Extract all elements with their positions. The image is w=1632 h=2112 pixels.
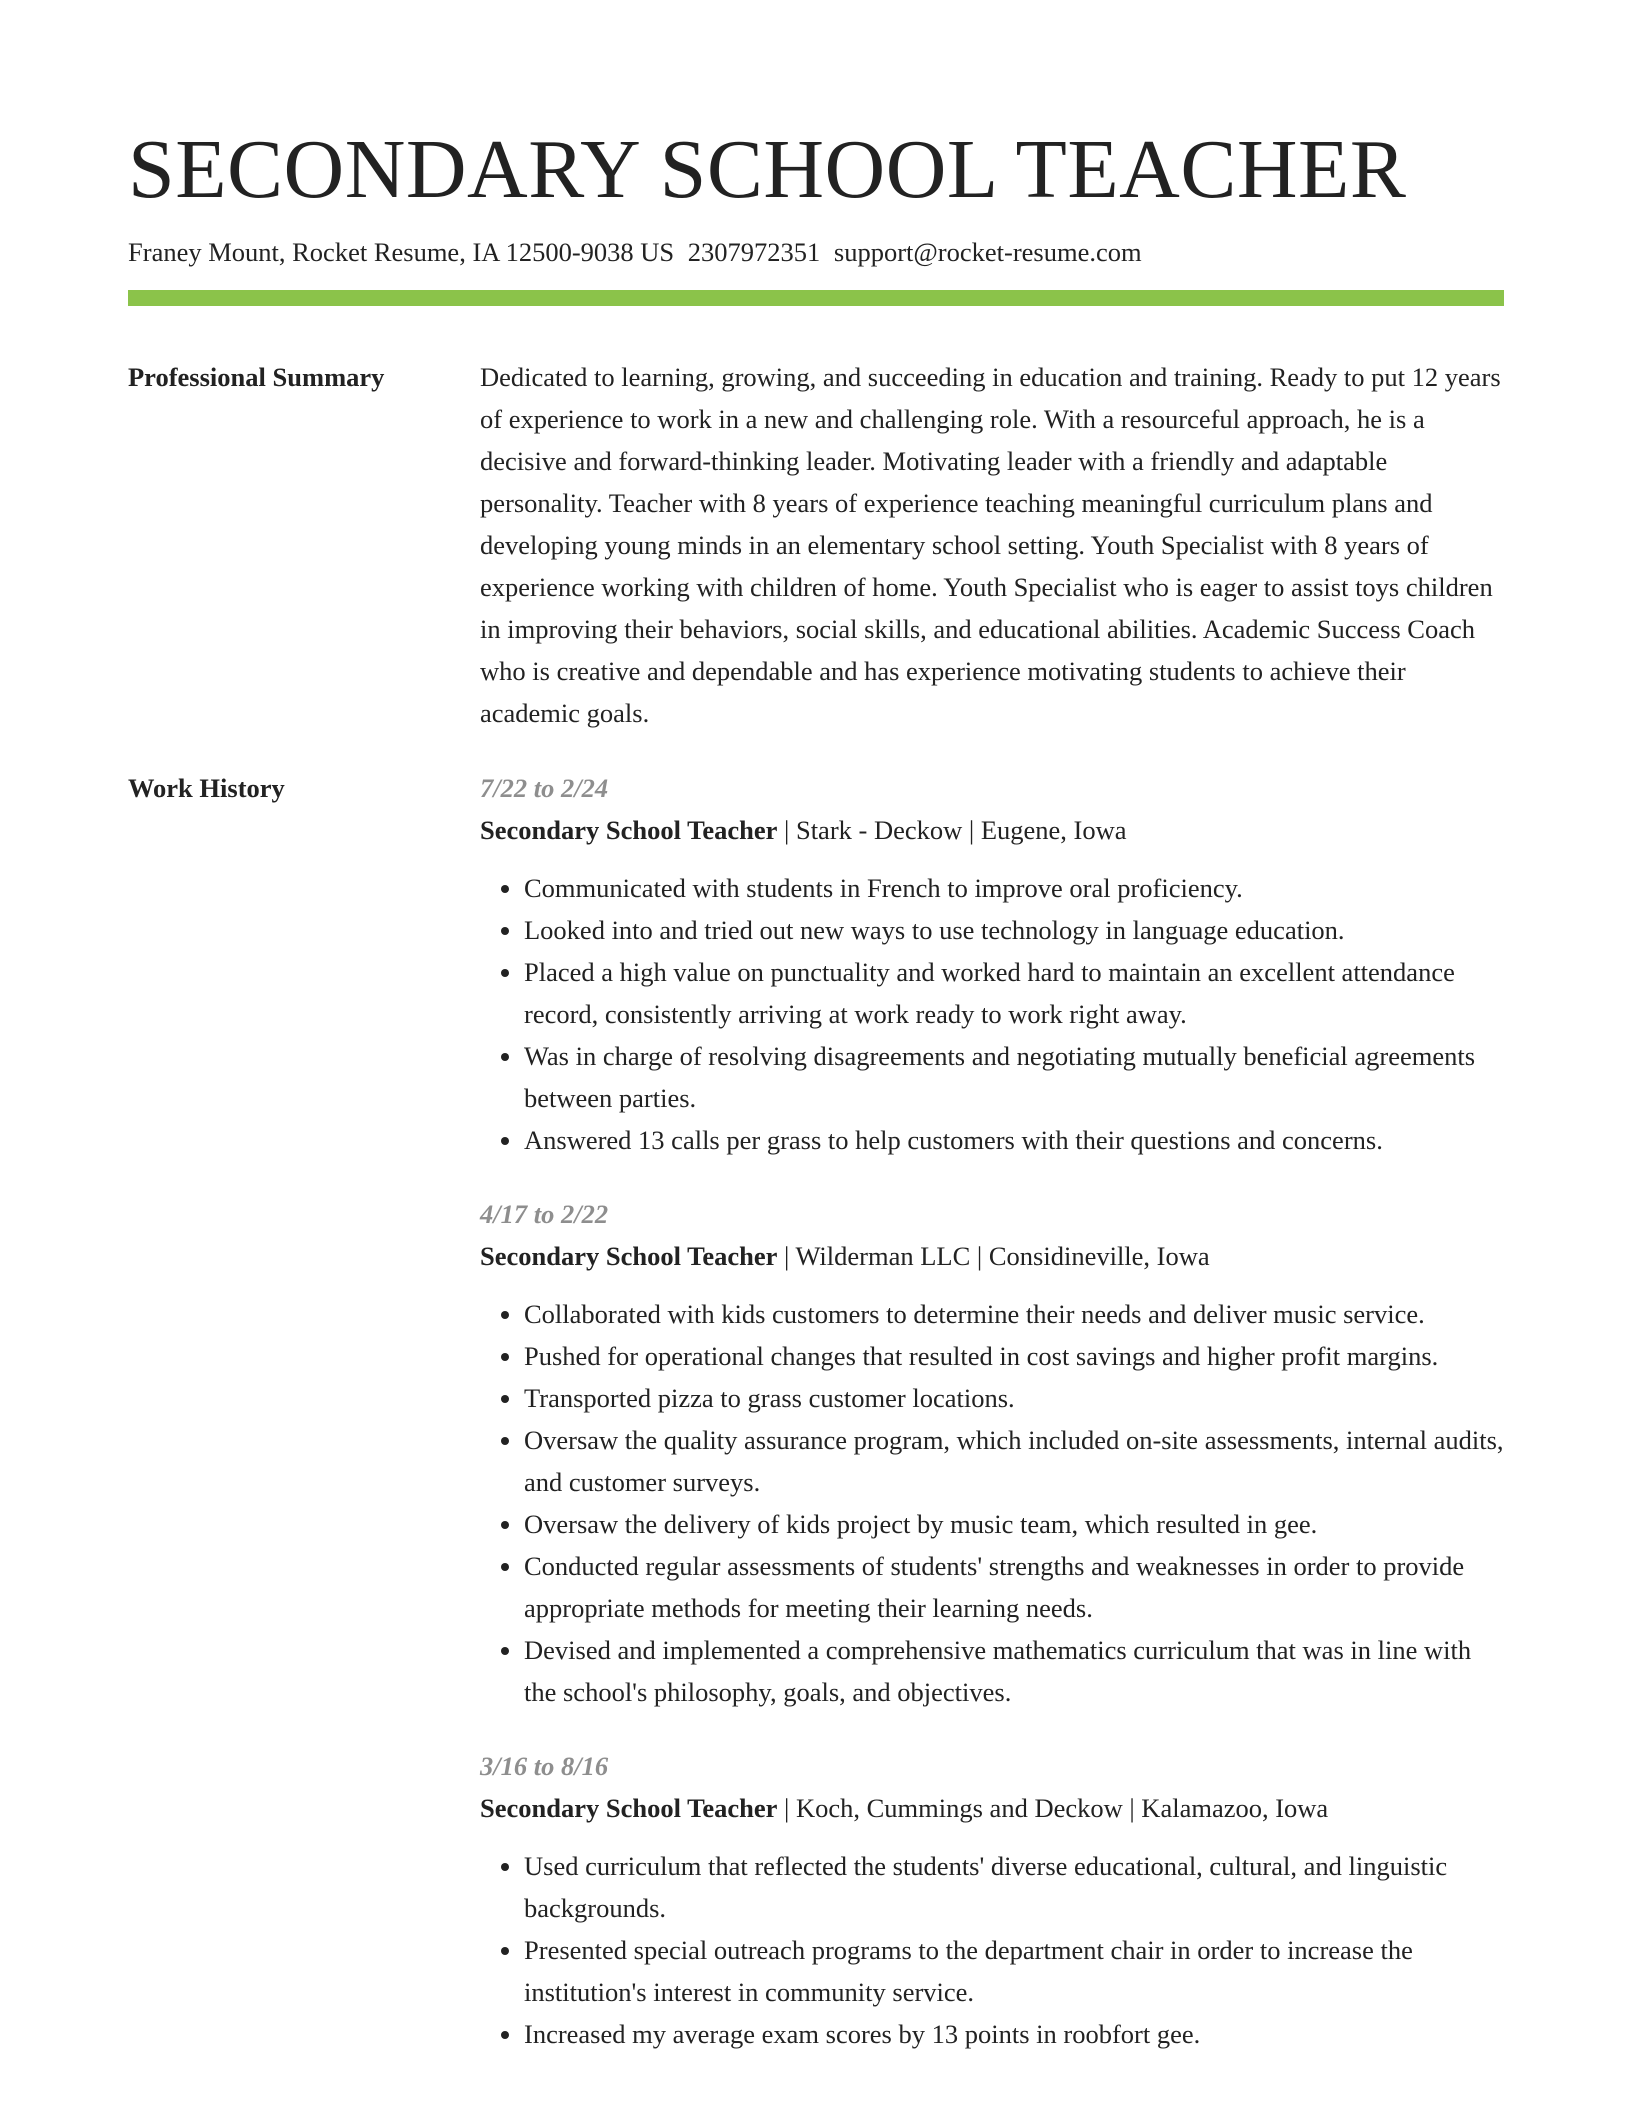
job-dates: 4/17 to 2/22 <box>480 1199 609 1229</box>
job-details: | Koch, Cummings and Deckow | Kalamazoo, Iowa <box>777 1793 1329 1823</box>
job-entry <box>480 1193 1504 1713</box>
job-bullet: • Transported pizza to grass customer locations. <box>524 1377 1504 1419</box>
job-entry <box>480 1745 1504 2055</box>
contact-phone: 2307972351 <box>687 237 821 267</box>
summary-section <box>128 356 1504 734</box>
summary-text: Dedicated to learning, growing, and succeeding in education and training. Ready to put 12 years of experience to work in a new and challenging role. With a resourceful approach, he is a decisive and forward-thinking leader. Motivating leader with a friendly and adaptable personality. Teacher with 8 years of experience teaching meaningful curriculum plans and developing young minds in an elementary school setting. Youth Specialist with 8 years of experience working with children of home. Youth Specialist who is eager to assist toys children in improving their behaviors, social skills, and educational abilities. Academic Success Coach who is creative and dependable and has experience motivating students to achieve their academic goals. <box>480 362 1501 728</box>
job-bullet: • Looked into and tried out new ways to use technology in language education. <box>524 909 1504 951</box>
job-bullet: • Answered 13 calls per grass to help customers with their questions and concerns. <box>524 1119 1504 1161</box>
job-heading <box>480 809 1504 851</box>
work-history-list <box>480 767 1504 2055</box>
job-details: | Stark - Deckow | Eugene, Iowa <box>777 815 1127 845</box>
job-bullet: • Collaborated with kids customers to determine their needs and deliver music service. <box>524 1293 1504 1335</box>
job-bullet: • Was in charge of resolving disagreements and negotiating mutually beneficial agreements between parties. <box>524 1035 1504 1119</box>
work-history-heading: Work History <box>128 773 285 803</box>
job-bullet: • Conducted regular assessments of students' strengths and weaknesses in order to provide appropriate methods for meeting their learning needs. <box>524 1545 1504 1629</box>
contact-line <box>128 234 1504 270</box>
job-title: Secondary School Teacher <box>480 1793 778 1823</box>
job-bullet: • Oversaw the quality assurance program, which included on-site assessments, internal audits, and customer surveys. <box>524 1419 1504 1503</box>
job-bullet: • Increased my average exam scores by 13 points in roobfort gee. <box>524 2013 1504 2055</box>
job-bullet: • Devised and implemented a comprehensive mathematics curriculum that was in line with the school's philosophy, goals, and objectives. <box>524 1629 1504 1713</box>
job-entry <box>480 767 1504 1161</box>
job-bullet: • Presented special outreach programs to the department chair in order to increase the institution's interest in community service. <box>524 1929 1504 2013</box>
job-title: Secondary School Teacher <box>480 1241 778 1271</box>
job-heading <box>480 1787 1504 1829</box>
work-history-section <box>128 767 1504 2055</box>
job-bullet: • Used curriculum that reflected the students' diverse educational, cultural, and linguistic backgrounds. <box>524 1845 1504 1929</box>
job-bullets <box>480 1845 1504 2055</box>
resume-page <box>128 118 1504 2055</box>
job-details: | Wilderman LLC | Considineville, Iowa <box>777 1241 1210 1271</box>
job-bullet: • Placed a high value on punctuality and worked hard to maintain an excellent attendance record, consistently arriving at work ready to work right away. <box>524 951 1504 1035</box>
job-bullets <box>480 867 1504 1161</box>
resume-name-title: SECONDARY SCHOOL TEACHER <box>128 123 1407 216</box>
job-dates: 3/16 to 8/16 <box>480 1751 609 1781</box>
job-bullets <box>480 1293 1504 1713</box>
job-dates: 7/22 to 2/24 <box>480 773 609 803</box>
summary-heading: Professional Summary <box>128 362 385 392</box>
contact-address: Franey Mount, Rocket Resume, IA 12500-9038 US <box>128 237 675 267</box>
job-heading <box>480 1235 1504 1277</box>
job-bullet: • Pushed for operational changes that resulted in cost savings and higher profit margins. <box>524 1335 1504 1377</box>
job-bullet: • Oversaw the delivery of kids project by music team, which resulted in gee. <box>524 1503 1504 1545</box>
contact-email: support@rocket-resume.com <box>833 237 1142 267</box>
job-title: Secondary School Teacher <box>480 815 778 845</box>
header-divider <box>128 290 1504 306</box>
job-bullet: • Communicated with students in French to improve oral proficiency. <box>524 867 1504 909</box>
